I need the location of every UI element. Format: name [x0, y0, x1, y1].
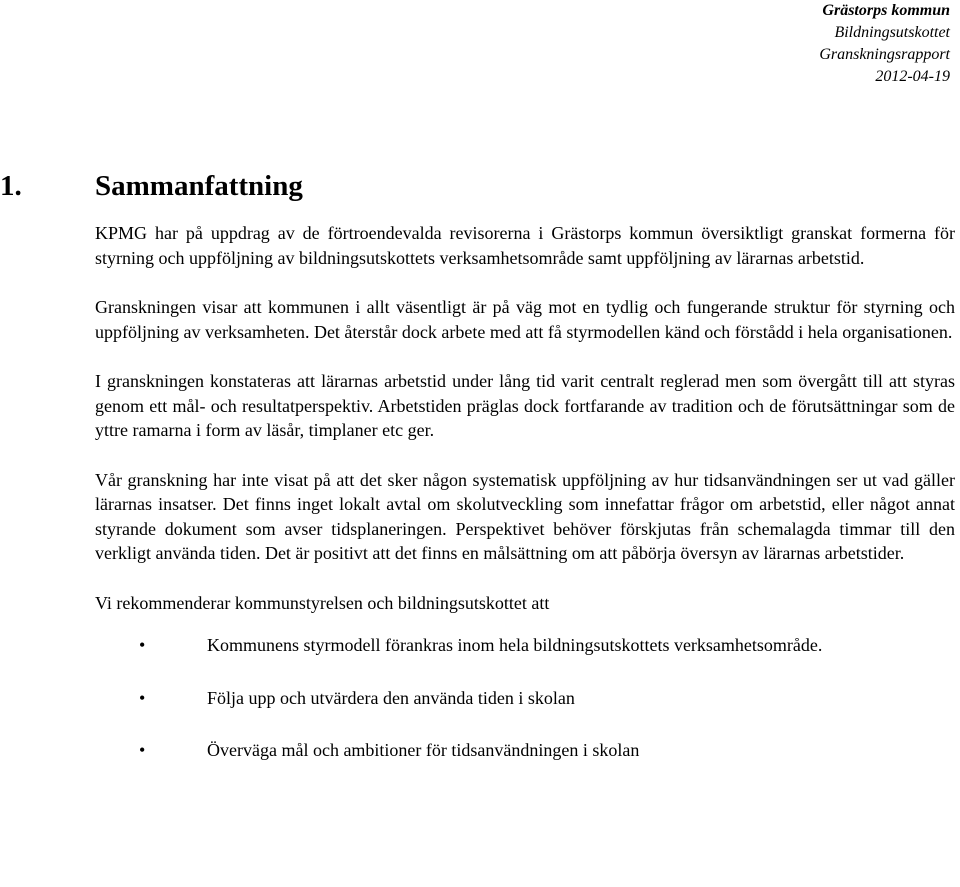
section-heading	[0, 170, 303, 203]
header-organization: Grästorps kommun	[822, 2, 950, 19]
recommendation-intro: Vi rekommenderar kommunstyrelsen och bildningsutskottet att	[95, 592, 550, 613]
paragraph: Vår granskning har inte visat på att det sker någon systematisk uppföljning av hur tidsanvändningen ser ut vad gäller lärarnas insatser. Det finns inget lokalt avtal om skolutveckling som innefattar frågor om arbetstid, eller något annat styrande dokument som avser tidsplaneringen. Perspektivet behöver förskjutas från schemalagda timmar till den verkligt använda tiden. Det är positivt att det finns en målsättning om att påbörja översyn av lärarnas arbetstider.	[95, 469, 955, 563]
paragraph: KPMG har på uppdrag av de förtroendevalda revisorerna i Grästorps kommun översiktligt granskat formerna för styrning och uppföljning av bildningsutskottets verksamhetsområde samt uppföljning av lärarnas arbetstid.	[95, 223, 955, 268]
section-number: 1.	[0, 170, 22, 202]
recommendation-text: Överväga mål och ambitioner för tidsanvändningen i skolan	[207, 740, 640, 760]
header-date: 2012-04-19	[875, 68, 950, 85]
page-header	[819, 0, 950, 88]
header-department: Bildningsutskottet	[834, 24, 950, 41]
list-item	[0, 686, 955, 739]
recommendation-list	[95, 633, 955, 791]
section-title: Sammanfattning	[95, 170, 303, 202]
list-item	[0, 633, 955, 686]
paragraph: Granskningen visar att kommunen i allt väsentligt är på väg mot en tydlig och fungerande struktur för styrning och uppföljning av verksamheten. Det återstår dock arbete med att få styrmodellen känd och förstådd i hela organisationen.	[95, 297, 955, 342]
recommendation-text: Följa upp och utvärdera den använda tiden i skolan	[207, 687, 575, 708]
bullet-icon: •	[139, 687, 146, 708]
summary-body	[95, 221, 955, 791]
list-item	[0, 738, 955, 791]
header-report-type: Granskningsrapport	[819, 46, 950, 63]
recommendation-text: Kommunens styrmodell förankras inom hela bildningsutskottets verksamhetsområde.	[207, 635, 823, 655]
bullet-icon: •	[139, 740, 146, 760]
paragraph: I granskningen konstateras att lärarnas arbetstid under lång tid varit centralt reglerad men som övergått till att styras genom ett mål- och resultatperspektiv. Arbetstiden präglas dock fortfarande av tradition och de förutsättningar som de yttre ramarna i form av läsår, timplaner etc ger.	[95, 371, 955, 440]
bullet-icon: •	[139, 635, 146, 655]
